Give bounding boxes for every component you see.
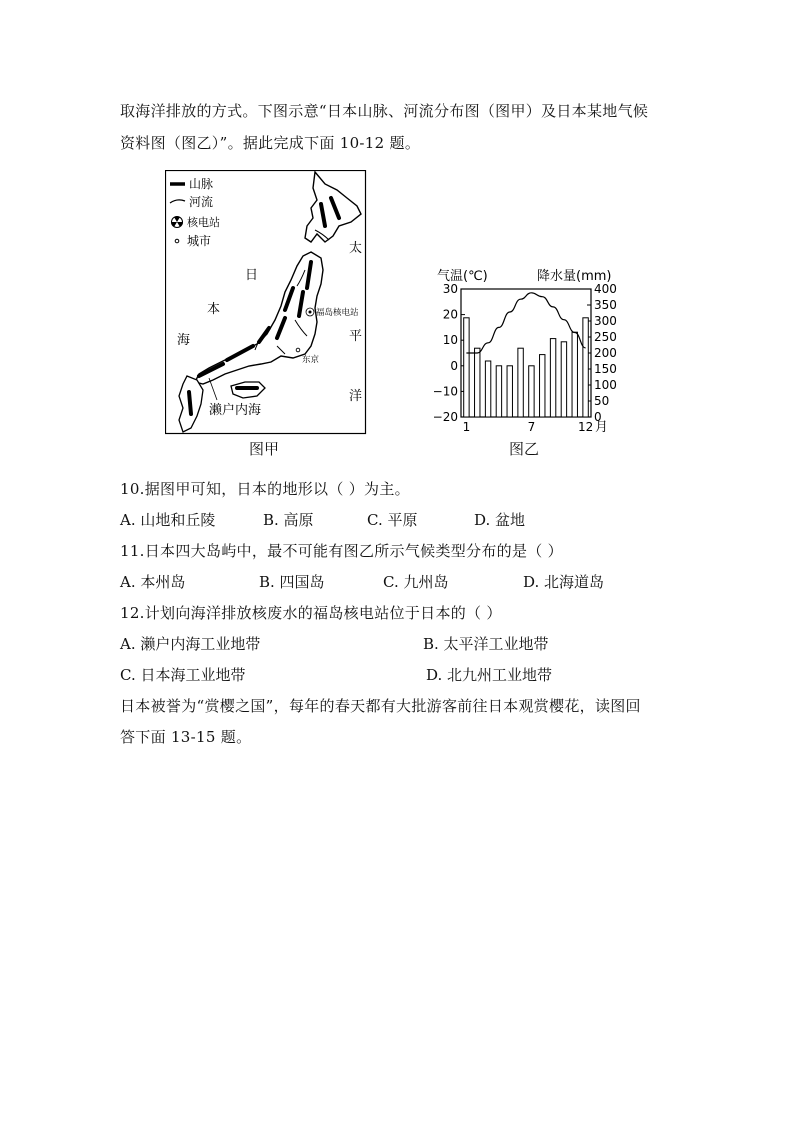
precipitation-bar — [464, 318, 469, 417]
left-axis-label: 气温(℃) — [437, 269, 488, 284]
precipitation-bar — [529, 366, 534, 417]
left-tick-label: 10 — [442, 333, 458, 348]
intro-line-2: 资料图（图乙）”。据此完成下面 10-12 题。 — [120, 134, 421, 152]
left-tick-label: 30 — [442, 282, 458, 296]
sea-label-char-3: 海 — [177, 333, 191, 348]
left-tick-label: 0 — [450, 358, 458, 373]
question-11-stem: 11.日本四大岛屿中，最不可能有图乙所示气候类型分布的是（ ） — [120, 542, 563, 560]
ocean-label-char-1: 太 — [349, 241, 363, 256]
fukushima-label: 福岛核电站 — [316, 308, 359, 318]
right-tick-label: 100 — [594, 378, 617, 392]
right-tick-label: 50 — [594, 394, 610, 408]
legend-river-label: 河流 — [189, 195, 214, 209]
q12-option-b[interactable]: B. 太平洋工业地带 — [423, 635, 549, 653]
right-axis-label: 降水量(mm) — [537, 269, 612, 284]
q11-option-c[interactable]: C. 九州岛 — [383, 573, 449, 591]
precipitation-bar — [475, 348, 480, 417]
map-figure — [165, 170, 367, 435]
outro-line-2: 答下面 13-15 题。 — [120, 728, 252, 746]
nuclear-icon — [171, 216, 183, 227]
left-tick-label: −10 — [433, 384, 458, 399]
legend-mountain-label: 山脉 — [189, 177, 214, 191]
left-axis-ticks — [433, 282, 465, 424]
precipitation-bar — [540, 355, 545, 417]
chart-caption: 图乙 — [509, 440, 540, 458]
precipitation-bars — [464, 318, 589, 417]
q12-option-a[interactable]: A. 濑户内海工业地带 — [120, 635, 261, 653]
question-10-stem: 10.据图甲可知，日本的地形以（ ）为主。 — [120, 480, 410, 498]
q10-option-b[interactable]: B. 高原 — [263, 511, 314, 529]
seto-label: 濑户内海 — [209, 403, 262, 418]
x-axis-ticks — [463, 420, 594, 434]
plot-frame — [461, 289, 591, 417]
right-tick-label: 300 — [594, 314, 617, 328]
q10-option-d[interactable]: D. 盆地 — [474, 511, 526, 529]
climate-chart — [433, 265, 628, 437]
q12-option-d[interactable]: D. 北九州工业地带 — [426, 666, 553, 684]
left-tick-label: 20 — [442, 307, 458, 322]
right-tick-label: 350 — [594, 298, 617, 312]
outro-line-1: 日本被誉为“赏樱之国”，每年的春天都有大批游客前往日本观赏樱花，读图回 — [120, 697, 641, 715]
question-12-stem: 12.计划向海洋排放核废水的福岛核电站位于日本的（ ） — [120, 604, 502, 622]
tokyo-label: 东京 — [302, 355, 320, 365]
right-tick-label: 250 — [594, 330, 617, 344]
map-caption: 图甲 — [249, 440, 280, 458]
precipitation-bar — [518, 348, 523, 417]
sea-label-char-2: 本 — [207, 302, 221, 317]
q11-option-b[interactable]: B. 四国岛 — [259, 573, 325, 591]
temperature-curve — [466, 293, 585, 353]
x-tick-label: 7 — [527, 420, 536, 434]
q10-option-a[interactable]: A. 山地和丘陵 — [120, 511, 216, 529]
ocean-label-char-2: 平 — [349, 329, 363, 344]
q10-option-c[interactable]: C. 平原 — [367, 511, 418, 529]
q11-option-a[interactable]: A. 本州岛 — [120, 573, 186, 591]
ocean-label-char-3: 洋 — [349, 389, 363, 404]
japan-map — [165, 170, 367, 435]
legend-city-label: 城市 — [187, 234, 212, 248]
right-tick-label: 200 — [594, 346, 617, 360]
precipitation-bar — [507, 366, 512, 417]
climate-chart-figure — [433, 265, 628, 437]
x-axis-unit: 月 — [595, 420, 609, 435]
precipitation-bar — [583, 318, 588, 417]
precipitation-bar — [572, 332, 577, 417]
right-tick-label: 150 — [594, 362, 617, 376]
precipitation-bar — [561, 342, 566, 417]
legend-nuclear-label: 核电站 — [187, 216, 220, 229]
fukushima-nuclear-icon — [306, 308, 314, 316]
intro-line-1: 取海洋排放的方式。下图示意“日本山脉、河流分布图（图甲）及日本某地气候 — [120, 102, 649, 120]
q11-option-d[interactable]: D. 北海道岛 — [523, 573, 605, 591]
right-tick-label: 400 — [594, 282, 617, 296]
q12-option-c[interactable]: C. 日本海工业地带 — [120, 666, 246, 684]
x-tick-label: 1 — [462, 420, 471, 434]
precipitation-bar — [485, 361, 490, 417]
precipitation-bar — [496, 366, 501, 417]
precipitation-bar — [550, 339, 555, 417]
sea-label-char-1: 日 — [245, 268, 259, 283]
x-tick-label: 12 — [577, 420, 594, 434]
left-tick-label: −20 — [433, 410, 458, 424]
right-tick-label: 0 — [594, 410, 602, 424]
